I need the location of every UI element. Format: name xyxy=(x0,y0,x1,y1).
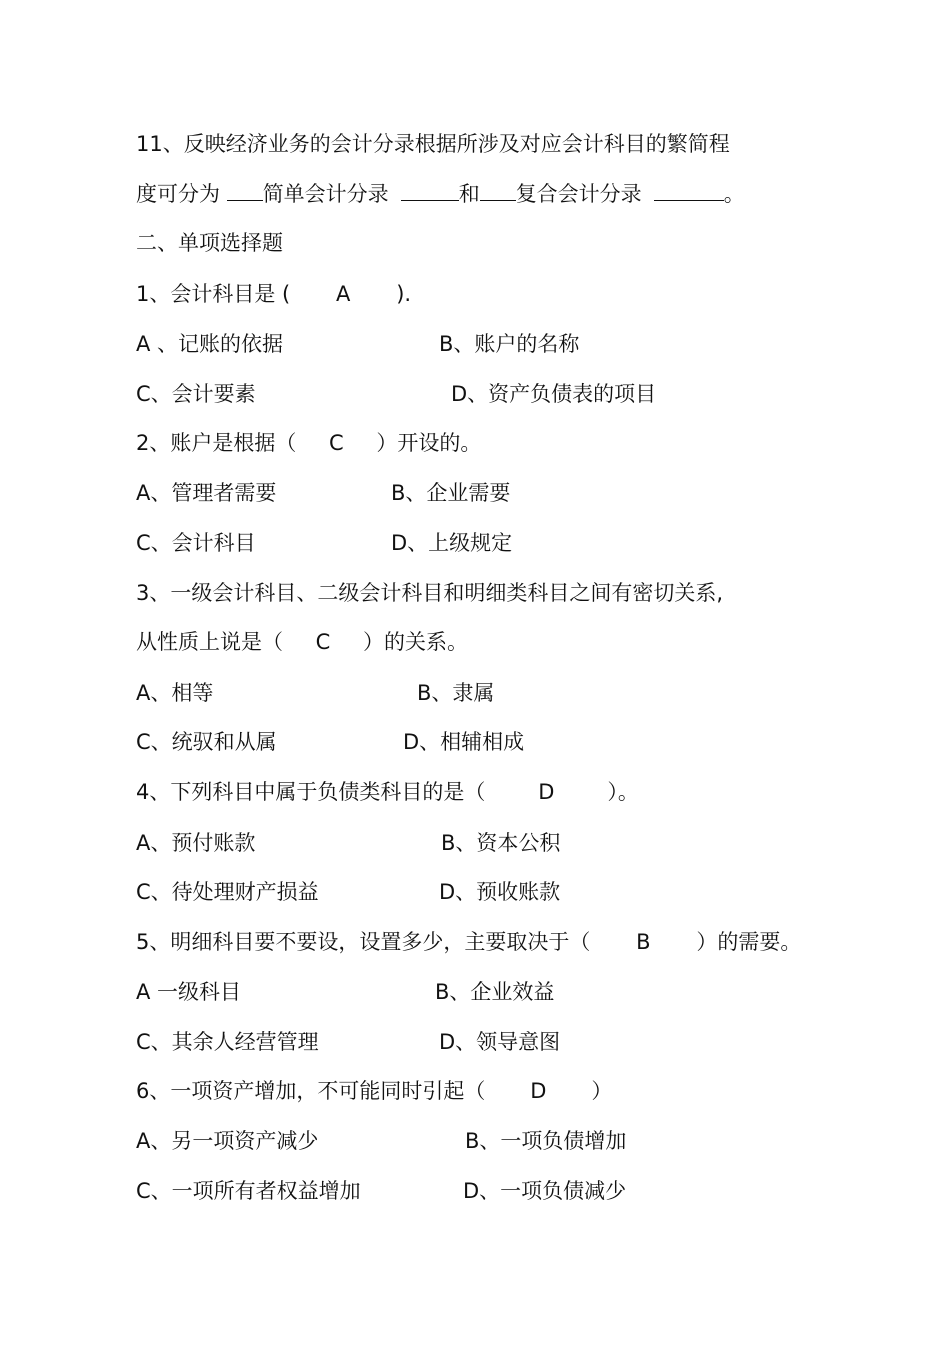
question-1-option-a: A 、记账的依据 xyxy=(136,332,284,356)
question-2-option-d: D、上级规定 xyxy=(391,531,513,555)
q11-blank1-answer: 简单会计分录 xyxy=(262,182,389,206)
question-4-stem-text: 4、下列科目中属于负债类科目的是（ xyxy=(136,780,486,804)
question-3-stem-line1: 3、一级会计科目、二级会计科目和明细类科目之间有密切关系, xyxy=(136,581,724,605)
question-6-stem-end: ） xyxy=(591,1079,613,1103)
q11-suffix: 。 xyxy=(723,182,745,206)
q11-blank2-tail xyxy=(654,178,724,201)
question-1-stem-text: 1、会计科目是 ( xyxy=(136,282,291,306)
question-4-option-a: A、预付账款 xyxy=(136,831,256,855)
question-3-stem-end: ）的关系。 xyxy=(363,630,468,654)
question-6-option-c: C、一项所有者权益增加 xyxy=(136,1179,361,1203)
question-5-stem-end: ）的需要。 xyxy=(696,930,802,954)
question-5-option-b: B、企业效益 xyxy=(435,980,555,1004)
question-5-stem xyxy=(136,927,801,957)
question-5-stem-text: 5、明细科目要不要设，设置多少，主要取决于（ xyxy=(136,930,591,954)
question-4-stem xyxy=(136,777,639,807)
question-5-option-a: A 一级科目 xyxy=(136,980,242,1004)
question-3-option-a: A、相等 xyxy=(136,681,214,705)
question-2-stem xyxy=(136,428,481,458)
q11-blank1-lead xyxy=(227,178,263,201)
question-2-option-b: B、企业需要 xyxy=(391,481,511,505)
question-6-answer: D xyxy=(530,1079,547,1103)
question-3-stem xyxy=(136,627,468,657)
question-1-answer: A xyxy=(336,282,351,306)
question-4-stem-end: ）。 xyxy=(607,780,639,804)
question-4-option-d: D、预收账款 xyxy=(439,880,561,904)
question-5-option-c: C、其余人经营管理 xyxy=(136,1030,319,1054)
question-1-option-b: B、账户的名称 xyxy=(439,332,580,356)
question-3-stem-text: 从性质上说是（ xyxy=(136,630,283,654)
question-2-stem-end: ）开设的。 xyxy=(376,431,482,455)
question-6-option-b: B、一项负债增加 xyxy=(465,1129,627,1153)
question-3-option-d: D、相辅相成 xyxy=(403,730,525,754)
question-6-option-d: D、一项负债减少 xyxy=(463,1179,627,1203)
q11-mid: 和 xyxy=(458,182,480,206)
question-3-answer: C xyxy=(315,630,331,654)
q11-line1: 11、反映经济业务的会计分录根据所涉及对应会计科目的繁简程 xyxy=(136,132,730,156)
question-5-answer: B xyxy=(636,930,651,954)
question-3-option-c: C、统驭和从属 xyxy=(136,730,277,754)
question-2-option-a: A、管理者需要 xyxy=(136,481,277,505)
question-6-stem xyxy=(136,1076,612,1106)
q11-line2 xyxy=(136,178,745,208)
q11-prefix: 度可分为 xyxy=(136,182,227,206)
question-4-option-c: C、待处理财产损益 xyxy=(136,880,319,904)
question-5-option-d: D、领导意图 xyxy=(439,1030,561,1054)
question-4-answer: D xyxy=(538,780,555,804)
question-1-option-d: D、资产负债表的项目 xyxy=(451,382,657,406)
question-1-stem xyxy=(136,279,411,309)
question-3-option-b: B、隶属 xyxy=(417,681,495,705)
question-6-option-a: A、另一项资产减少 xyxy=(136,1129,319,1153)
question-1-option-c: C、会计要素 xyxy=(136,382,256,406)
question-2-stem-text: 2、账户是根据（ xyxy=(136,431,297,455)
question-1-stem-end: ). xyxy=(396,282,412,306)
question-2-option-c: C、会计科目 xyxy=(136,531,256,555)
question-2-answer: C xyxy=(329,431,344,455)
q11-blank2-answer: 复合会计分录 xyxy=(515,182,642,206)
question-6-stem-text: 6、一项资产增加，不可能同时引起（ xyxy=(136,1079,486,1103)
section-title: 二、单项选择题 xyxy=(136,231,283,255)
q11-blank1-tail xyxy=(401,178,459,201)
q11-blank2-lead xyxy=(480,178,516,201)
question-4-option-b: B、资本公积 xyxy=(441,831,561,855)
